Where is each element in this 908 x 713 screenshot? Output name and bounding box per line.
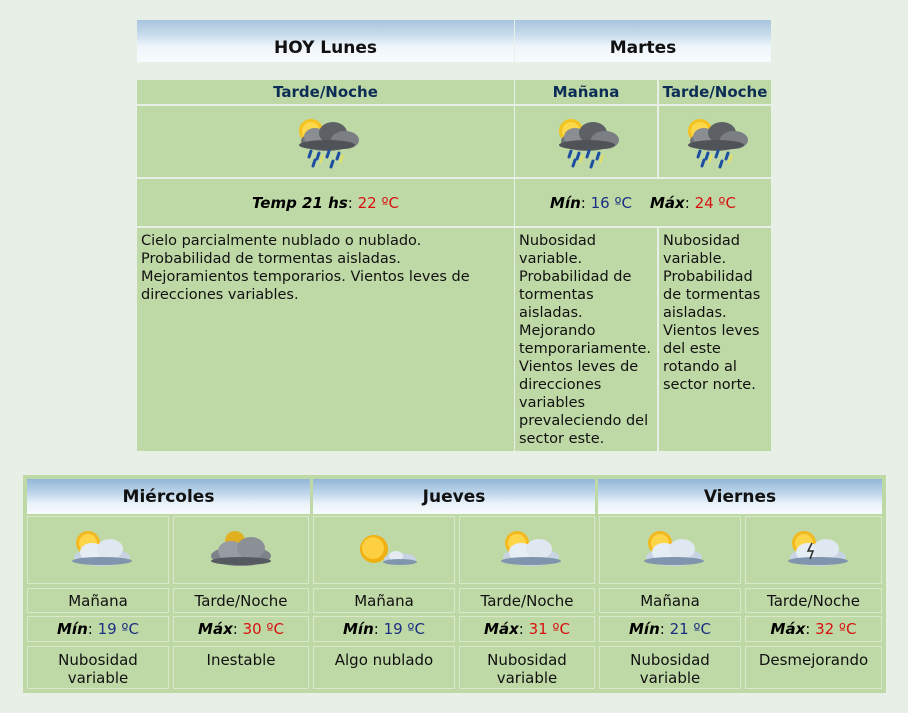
friday-morning-description: Nubosidad variable [599, 646, 741, 689]
wednesday-night-temp: Máx : 30 ºC [173, 616, 309, 642]
thursday-night-icon-cell [459, 516, 595, 584]
friday-morning-temp: Mín : 21 ºC [599, 616, 741, 642]
today-icon-cell [137, 106, 514, 177]
today-title: HOY Lunes [274, 38, 377, 58]
friday-night-icon-cell [745, 516, 882, 584]
thursday-morning-temp: Mín : 19 ºC [313, 616, 455, 642]
tuesday-temp-cell: Mín : 16 ºC Máx : 24 ºC [515, 179, 771, 226]
tuesday-morning-icon-cell [515, 106, 657, 177]
thursday-morning-icon-cell [313, 516, 455, 584]
wednesday-night-label: Tarde/Noche [173, 588, 309, 613]
friday-night-description: Desmejorando [745, 646, 882, 689]
friday-morning-icon-cell [599, 516, 741, 584]
partly-cloudy-storm-icon [543, 111, 629, 173]
thursday-night-label: Tarde/Noche [459, 588, 595, 613]
wednesday-night-icon-cell [173, 516, 309, 584]
friday-night-label: Tarde/Noche [745, 588, 882, 613]
partly-cloudy-storm-icon [283, 111, 369, 173]
temp-value: 22 ºC [357, 193, 399, 212]
max-value: 24 ºC [694, 193, 736, 212]
tuesday-night-period: Tarde/Noche [659, 80, 771, 104]
friday-night-temp: Máx : 32 ºC [745, 616, 882, 642]
wednesday-morning-temp: Mín : 19 ºC [27, 616, 169, 642]
today-header [137, 20, 514, 62]
day-header-wednesday: Miércoles [27, 479, 310, 514]
friday-morning-label: Mañana [599, 588, 741, 613]
dark-cloud-icon [201, 527, 281, 573]
max-label: Máx [650, 193, 685, 212]
thursday-night-temp: Máx : 31 ºC [459, 616, 595, 642]
tuesday-title: Martes [609, 38, 677, 58]
wednesday-morning-description: Nubosidad variable [27, 646, 169, 689]
day-header-friday: Viernes [598, 479, 882, 514]
day-header-thursday: Jueves [313, 479, 595, 514]
wednesday-morning-label: Mañana [27, 588, 169, 613]
tuesday-morning-period: Mañana [515, 80, 657, 104]
tuesday-header [515, 20, 771, 62]
temp-label: Temp 21 hs [252, 193, 348, 212]
sun-cloud-storm-icon [774, 527, 854, 573]
wednesday-night-description: Inestable [173, 646, 309, 689]
today-period: Tarde/Noche [137, 80, 514, 104]
partly-cloudy-storm-icon [672, 111, 758, 173]
tuesday-morning-description: Nubosidad variable. Probabilidad de tormentas aisladas. Mejorando temporariamente. Vientos leves de direcciones variables prevaleciendo del sector este. [515, 228, 657, 451]
thursday-morning-label: Mañana [313, 588, 455, 613]
sun-behind-cloud-icon [487, 527, 567, 573]
thursday-morning-description: Algo nublado [313, 646, 455, 689]
min-value: 16 ºC [590, 193, 632, 212]
wednesday-morning-icon-cell [27, 516, 169, 584]
sun-behind-cloud-icon [58, 527, 138, 573]
today-description: Cielo parcialmente nublado o nublado. Probabilidad de tormentas aisladas. Mejoramientos temporarios. Vientos leves de direcciones variables. [137, 228, 514, 451]
min-label: Mín [550, 193, 581, 212]
tuesday-night-icon-cell [659, 106, 771, 177]
sun-behind-cloud-icon [630, 527, 710, 573]
today-temp-cell: Temp 21 hs : 22 ºC [137, 179, 514, 226]
tuesday-night-description: Nubosidad variable. Probabilidad de tormentas aisladas. Vientos leves del este rotando al sector norte. [659, 228, 771, 451]
thursday-night-description: Nubosidad variable [459, 646, 595, 689]
sunny-small-cloud-icon [344, 527, 424, 573]
